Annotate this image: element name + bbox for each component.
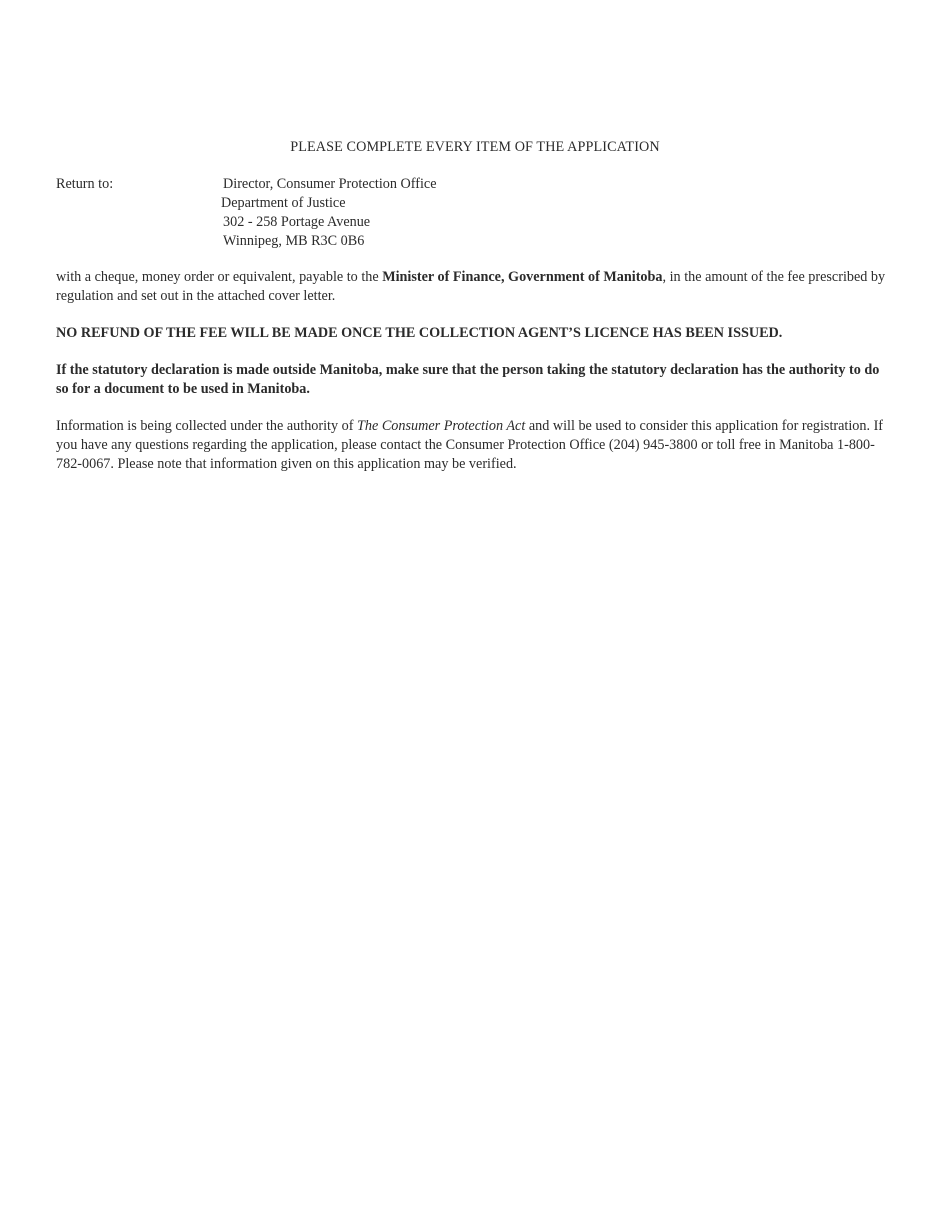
privacy-text-before: Information is being collected under the authority of <box>56 418 357 434</box>
address-line-city: Winnipeg, MB R3C 0B6 <box>223 233 365 249</box>
payment-text-after: , in the amount of the fee prescribed by regulation and set out in the attached cover letter. <box>56 269 886 304</box>
page-heading: PLEASE COMPLETE EVERY ITEM OF THE APPLICATION <box>290 139 660 155</box>
privacy-text-after: and will be used to consider this application for registration. If you have any questions regarding the application, please contact the Consumer Protection Office (204) 945-3800 or toll free in Manitoba 1-800-782-0067. Please note that information given on this application may be verified. <box>56 418 884 472</box>
declaration-notice: If the statutory declaration is made outside Manitoba, make sure that the person taking the statutory declaration has the authority to do so for a document to be used in Manitoba. <box>56 362 880 397</box>
act-name: The Consumer Protection Act <box>357 418 526 434</box>
address-line-recipient: Director, Consumer Protection Office <box>223 176 437 192</box>
no-refund-notice: NO REFUND OF THE FEE WILL BE MADE ONCE THE COLLECTION AGENT’S LICENCE HAS BEEN ISSUED. <box>56 325 783 341</box>
return-to-block <box>56 175 894 251</box>
return-address <box>223 175 437 251</box>
payment-text-before: with a cheque, money order or equivalent, payable to the <box>56 269 383 285</box>
payment-instructions <box>56 268 894 306</box>
address-line-street: 302 - 258 Portage Avenue <box>223 214 371 230</box>
payee-name: Minister of Finance, Government of Manitoba <box>382 269 663 285</box>
privacy-notice <box>56 417 894 474</box>
document-page <box>56 138 894 474</box>
return-to-label: Return to: <box>56 176 114 192</box>
address-line-department: Department of Justice <box>221 195 346 211</box>
